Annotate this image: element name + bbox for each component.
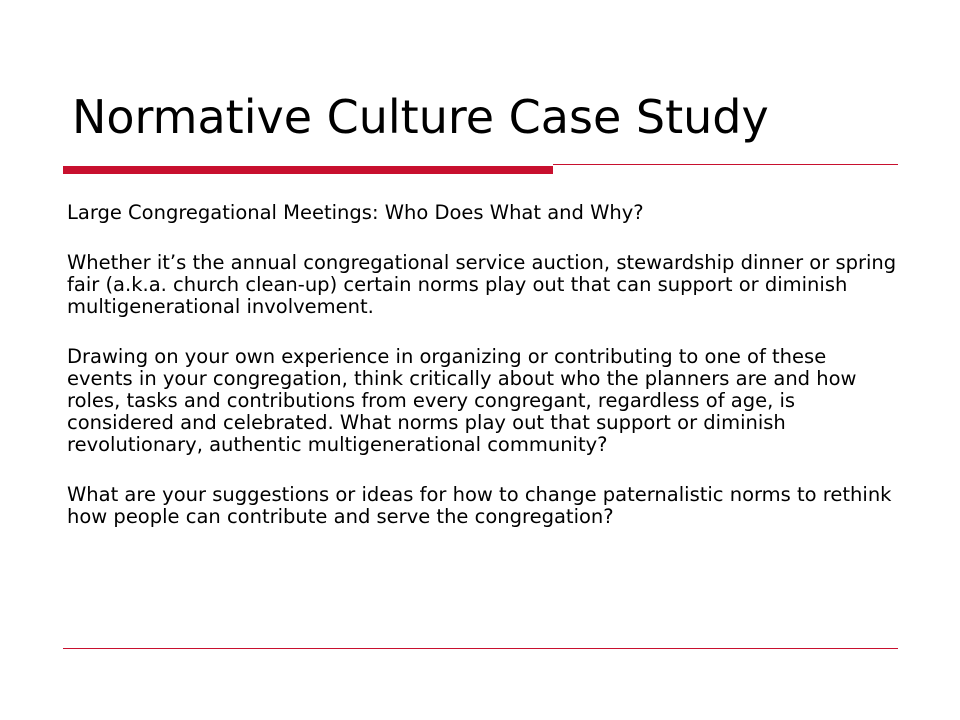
paragraph-suggestions: What are your suggestions or ideas for how to change paternalistic norms to rethink how people can contribute and serve the congregation? [67, 483, 892, 528]
title-underline-thick [63, 166, 553, 174]
paragraph-reflection: Drawing on your own experience in organizing or contributing to one of these events in your congregation, think critically about who the planners are and how roles, tasks and contributions from every congregant, regardless of age, is considered and celebrated. What norms play out that support or diminish revolutionary, authentic multigenerational community? [67, 345, 857, 456]
footer-rule [63, 648, 898, 649]
slide-body [67, 202, 897, 556]
title-underline-thin [553, 164, 898, 165]
case-study-subtitle: Large Congregational Meetings: Who Does What and Why? [67, 201, 644, 224]
paragraph-events: Whether it’s the annual congregational service auction, stewardship dinner or spring fair (a.k.a. church clean-up) certain norms play out that can support or diminish multigenerational involvement. [67, 251, 897, 318]
slide-title: Normative Culture Case Study [72, 90, 769, 144]
